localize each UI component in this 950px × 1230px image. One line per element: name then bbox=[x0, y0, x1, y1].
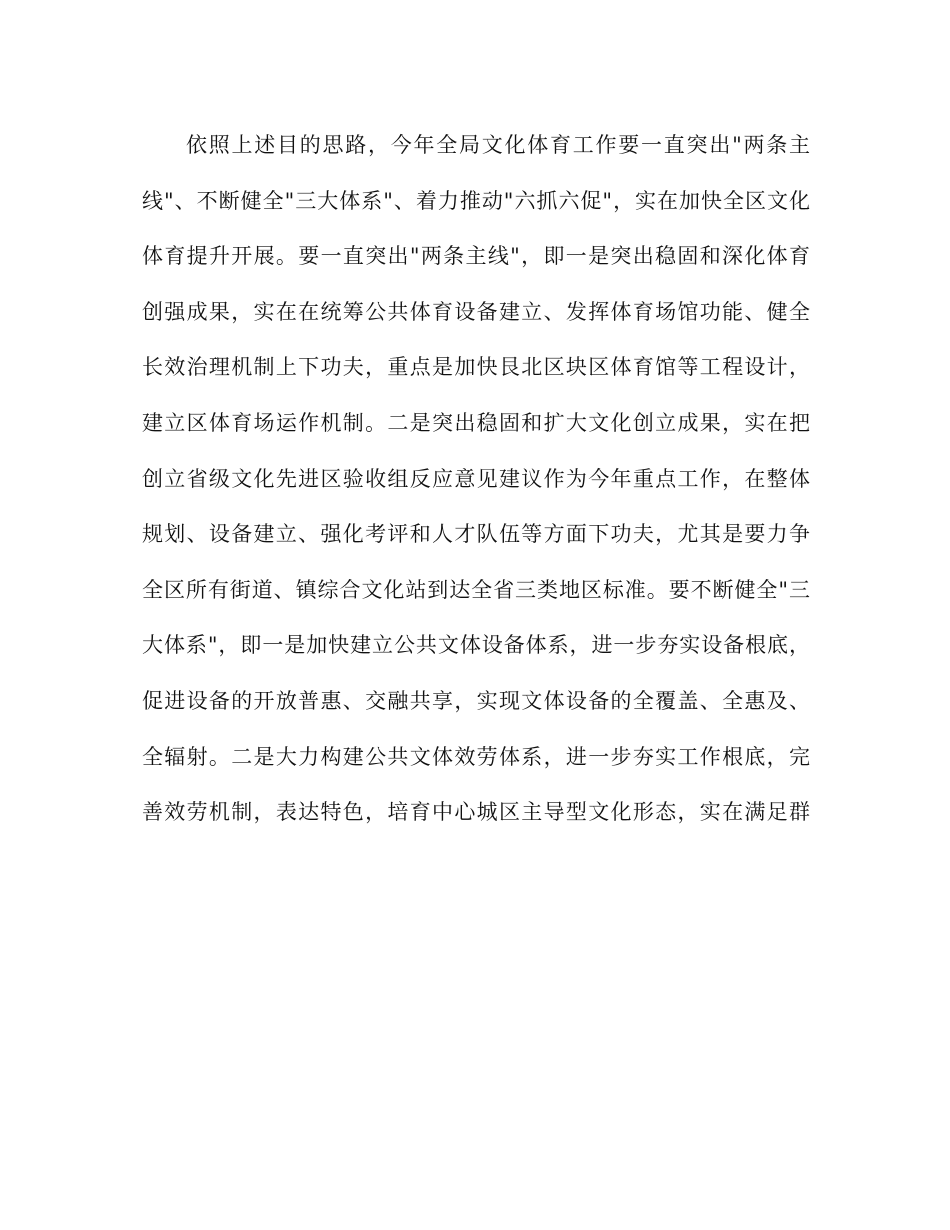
paragraph-line: 规划、设备建立、强化考评和人才队伍等方面下功夫，尤其是要力争 bbox=[142, 522, 810, 547]
paragraph-line: 线"、不断健全"三大体系"、着力推动"六抓六促"，实在加快全区文化 bbox=[142, 188, 810, 213]
paragraph-line: 长效治理机制上下功夫，重点是加快艮北区块区体育馆等工程设计， bbox=[142, 355, 810, 380]
paragraph-line: 大体系"，即一是加快建立公共文体设备体系，进一步夯实设备根底， bbox=[142, 633, 810, 658]
paragraph-line: 促进设备的开放普惠、交融共享，实现文体设备的全覆盖、全惠及、 bbox=[142, 688, 810, 713]
paragraph-line: 创强成果，实在在统筹公共体育设备建立、发挥体育场馆功能、健全 bbox=[142, 299, 810, 324]
body-paragraph bbox=[142, 122, 810, 845]
paragraph-line: 建立区体育场运作机制。二是突出稳固和扩大文化创立成果，实在把 bbox=[142, 410, 810, 435]
paragraph-line: 体育提升开展。要一直突出"两条主线"，即一是突出稳固和深化体育 bbox=[142, 244, 810, 269]
paragraph-line: 创立省级文化先进区验收组反应意见建议作为今年重点工作，在整体 bbox=[142, 466, 810, 491]
paragraph-line: 全辐射。二是大力构建公共文体效劳体系，进一步夯实工作根底，完 bbox=[142, 744, 810, 769]
paragraph-line: 全区所有街道、镇综合文化站到达全省三类地区标准。要不断健全"三 bbox=[142, 577, 810, 602]
paragraph-line: 依照上述目的思路，今年全局文化体育工作要一直突出"两条主 bbox=[186, 133, 810, 157]
paragraph-line: 善效劳机制，表达特色，培育中心城区主导型文化形态，实在满足群 bbox=[142, 800, 810, 825]
